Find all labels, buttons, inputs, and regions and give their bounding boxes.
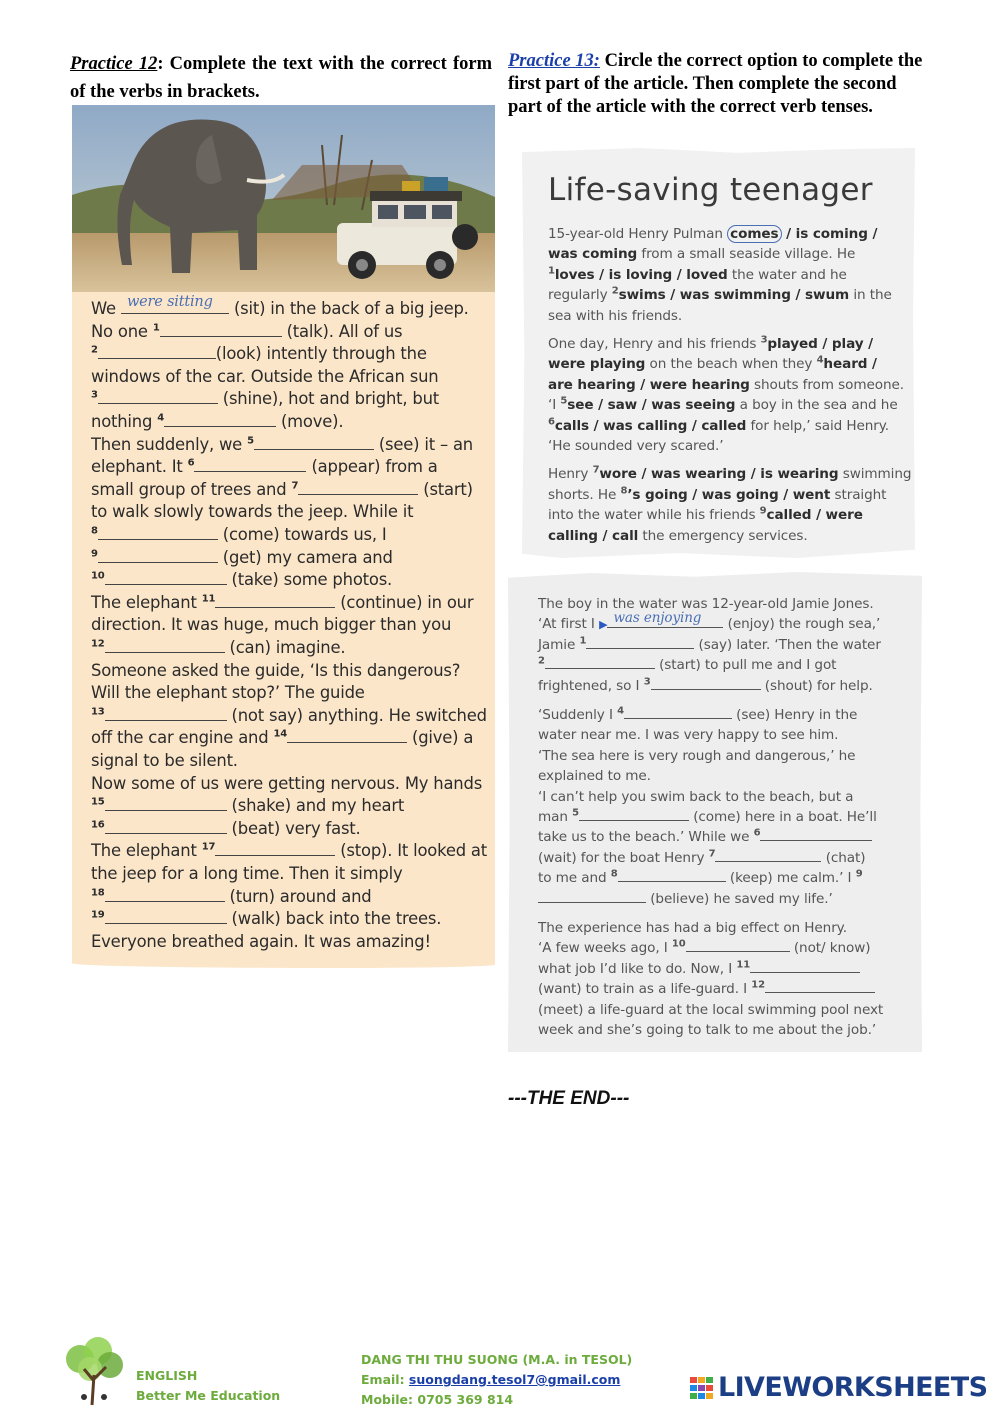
p12-line (91, 614, 491, 637)
article-line (538, 1000, 883, 1020)
answer-blank[interactable] (651, 677, 761, 690)
p12-text: (turn) around and (224, 886, 372, 906)
p12-text: The elephant (91, 841, 202, 861)
article-text: man (538, 809, 573, 825)
p12-text: (give) a (406, 728, 474, 748)
article-text: (want) to train as a life-guard. I (538, 981, 752, 998)
answer-blank[interactable] (105, 638, 225, 653)
answer-blank[interactable] (98, 389, 218, 404)
article-line (538, 676, 873, 696)
p12-text: (sit) in the back of a big jeep. (228, 299, 469, 318)
article-text: 15-year-old Henry Pulman (548, 226, 728, 242)
p12-item-number: 16 (91, 819, 105, 831)
footer-author: DANG THI THU SUONG (M.A. in TESOL) (361, 1352, 633, 1367)
article-text: frightened, so I (538, 677, 644, 694)
article-line (548, 375, 904, 395)
article-text: ‘I (548, 397, 561, 414)
p12-line (91, 592, 491, 615)
article-line (538, 807, 877, 827)
article-line (548, 395, 898, 415)
p12-text: signal to be silent. (91, 751, 238, 770)
item-number: 5 (560, 395, 568, 407)
p12-text: elephant. It (91, 457, 188, 477)
p12-item-number: 15 (91, 796, 105, 808)
answer-blank[interactable] (618, 869, 726, 882)
item-number: 8 (610, 868, 618, 880)
p12-text: (walk) back into the trees. (226, 909, 442, 929)
p12-item-number: 12 (91, 638, 105, 650)
article-line (548, 416, 889, 436)
p12-text: (shake) and my heart (226, 796, 405, 816)
p12-item-number: 7 (291, 480, 299, 492)
p12-text: Everyone breathed again. It was amazing! (91, 931, 431, 951)
elephant-jeep-photo (72, 105, 495, 293)
item-number: 6 (548, 416, 555, 428)
p12-text: The elephant (91, 592, 202, 612)
p12-item-number: 4 (157, 412, 164, 424)
article-line (548, 265, 847, 285)
article-text: a boy in the sea and he (735, 397, 898, 414)
article-text: into the water while his friends (548, 507, 760, 524)
article-line (548, 505, 863, 525)
article-line (548, 436, 723, 456)
p12-text: off the car engine and (91, 728, 274, 748)
article-line (538, 594, 874, 614)
article-text: (chat) (821, 849, 866, 866)
answer-blank[interactable] (105, 819, 227, 834)
article-text: One day, Henry and his friends (548, 336, 761, 352)
article-text: week and she’s going to talk to me about the job.’ (538, 1022, 877, 1038)
practice-12-heading (70, 50, 492, 106)
liveworksheets-wordmark: LIVEWORKSHEETS (718, 1372, 988, 1403)
item-number: 2 (538, 655, 545, 667)
p12-line (91, 840, 491, 863)
option-text[interactable]: are hearing / were hearing (548, 376, 750, 393)
article-text: (not/ know) (789, 940, 871, 957)
item-number: 4 (617, 705, 624, 717)
p12-line (91, 908, 491, 931)
p12-text: (talk). All of us (281, 321, 403, 341)
item-number: 12 (751, 979, 765, 991)
answer-blank[interactable] (215, 841, 335, 856)
article-line (548, 285, 892, 305)
p12-line (91, 660, 491, 683)
p12-line (91, 727, 491, 750)
article-text: from a small seaside village. He (637, 246, 856, 263)
p12-text: direction. It was huge, much bigger than you (91, 615, 452, 635)
p12-line (91, 569, 491, 592)
article-text: regularly (548, 287, 612, 304)
answer-blank[interactable] (215, 593, 335, 608)
p12-text: (not say) anything. He switched (226, 705, 487, 725)
the-end-text: ---THE END--- (508, 1088, 630, 1109)
item-number: 11 (736, 959, 751, 971)
article-line (538, 938, 870, 958)
article-line (538, 787, 853, 807)
p12-text: (move). (275, 412, 344, 431)
article-text: explained to me. (538, 768, 651, 785)
article-line (538, 979, 875, 999)
article-line (548, 244, 855, 264)
answer-blank[interactable] (538, 890, 646, 903)
p12-item-number: 5 (247, 435, 254, 447)
article-title: Life-saving teenager (548, 172, 873, 208)
item-number: 5 (572, 807, 579, 819)
answer-blank[interactable] (760, 828, 872, 841)
p12-item-number: 3 (91, 389, 98, 401)
answer-blank[interactable] (98, 525, 218, 540)
practice-13-instruction: Circle the correct option to complete the first part of the article. Then complete the second part of the article with the correct verb tenses. (508, 51, 923, 117)
p12-item-number: 11 (201, 593, 216, 605)
option-text[interactable]: calling / call (548, 527, 639, 544)
article-line (538, 725, 838, 745)
answer-blank[interactable] (121, 294, 229, 314)
article-line (538, 918, 847, 938)
answer-blank[interactable] (98, 548, 218, 563)
option-text[interactable]: loves / is loving / loved (554, 266, 728, 283)
article-text: shouts from someone. (749, 376, 904, 393)
article-text: shorts. He (548, 486, 621, 503)
answer-blank[interactable] (287, 728, 407, 743)
article-text: (believe) he saved my life.’ (646, 890, 833, 907)
article-line (548, 354, 877, 374)
footer-english: ENGLISH (136, 1368, 198, 1383)
option-text[interactable]: called / were (766, 507, 863, 524)
p12-item-number: 17 (201, 841, 216, 853)
p12-line (91, 795, 491, 818)
article-text: ‘Suddenly I (538, 707, 618, 723)
p12-text: No one (91, 321, 153, 341)
item-number: 1 (579, 635, 587, 647)
answer-blank[interactable] (586, 636, 694, 649)
article-text: sea with his friends. (548, 307, 683, 324)
answer-blank[interactable] (98, 344, 216, 359)
p12-text: (get) my camera and (217, 547, 393, 567)
article-text: take us to the beach.’ While we (538, 829, 754, 846)
article-text: on the beach when they (645, 356, 817, 373)
item-number: 7 (708, 848, 716, 860)
article-text: The experience has had a big effect on Henry. (538, 920, 847, 936)
footer-mobile: Mobile: 0705 369 814 (361, 1392, 514, 1407)
item-number: 1 (548, 265, 555, 277)
option-text[interactable]: were playing (548, 356, 646, 373)
article-text: what job I’d like to do. Now, I (538, 960, 737, 977)
article-text: for help,’ said Henry. (746, 417, 889, 434)
p12-item-number: 19 (91, 909, 105, 921)
answer-blank[interactable] (105, 706, 227, 721)
option-text[interactable]: was coming (548, 246, 638, 263)
article-line (548, 306, 682, 326)
p12-line (91, 343, 491, 366)
p12-item-number: 18 (91, 887, 105, 899)
answer-blank[interactable] (164, 412, 276, 427)
item-number: 3 (643, 676, 651, 688)
p12-text: (beat) very fast. (226, 818, 361, 838)
article-text: ‘I can’t help you swim back to the beach, but a (538, 788, 854, 805)
article-line (538, 1020, 876, 1040)
p12-text: windows of the car. Outside the African sun (91, 366, 439, 386)
option-text[interactable]: see / saw / was seeing (567, 397, 736, 414)
p12-line (91, 434, 491, 457)
answer-blank[interactable] (105, 796, 227, 811)
liveworksheets-logo (690, 1372, 987, 1403)
practice-13-label: Practice 13: (508, 51, 600, 71)
p12-line (91, 773, 491, 796)
item-number: 10 (671, 938, 686, 950)
practice-12-label: Practice 12 (70, 54, 158, 74)
answer-blank[interactable] (607, 609, 723, 628)
article-text: (start) to pull me and I got (654, 657, 837, 674)
p12-line (91, 321, 491, 344)
answer-blank[interactable] (105, 887, 225, 902)
article-line (548, 224, 877, 244)
item-number: 4 (816, 354, 824, 366)
article-text: (keep) me calm.’ I (725, 870, 856, 887)
article-text: (enjoy) the rough sea,’ (723, 616, 881, 633)
p12-item-number: 10 (91, 570, 105, 582)
option-text[interactable]: played / play / (767, 336, 874, 352)
answer-blank[interactable] (750, 960, 860, 973)
p12-text: Someone asked the guide, ‘Is this dangerous? (91, 660, 461, 680)
p12-text: (appear) from a (306, 457, 438, 477)
footer-email-link[interactable]: suongdang.tesol7@gmail.com (408, 1372, 621, 1387)
article-text: to me and (538, 870, 611, 887)
article-line (548, 464, 911, 484)
article-line (548, 526, 808, 546)
p12-line (91, 547, 491, 570)
p12-text: to walk slowly towards the jeep. While it (91, 502, 414, 522)
p12-text: (look) intently through the (215, 344, 427, 364)
answer-blank[interactable] (715, 849, 821, 862)
article-text: the water and he (727, 266, 847, 283)
p12-line (91, 931, 491, 954)
article-text: ‘The sea here is very rough and dangerous,’ he (538, 747, 856, 764)
article-line (538, 746, 855, 766)
p12-item-number: 2 (91, 344, 98, 356)
article-line (538, 635, 881, 655)
tree-logo-icon (58, 1335, 130, 1407)
article-line (538, 766, 651, 786)
article-line (538, 889, 833, 909)
p12-item-number: 6 (187, 457, 195, 469)
item-number: 6 (753, 827, 761, 839)
article-line (538, 848, 865, 868)
option-text[interactable]: swims / was swimming / swum (618, 287, 850, 304)
answer-blank[interactable] (765, 980, 875, 993)
answer-blank[interactable] (579, 808, 689, 821)
answer-blank[interactable] (105, 570, 227, 585)
p12-item-number: 14 (273, 728, 287, 740)
p12-text: the jeep for a long time. Then it simply (91, 864, 403, 883)
article-text: water near me. I was very happy to see him. (538, 727, 839, 744)
p12-line (91, 524, 491, 547)
article-text: the emergency services. (638, 527, 808, 544)
article-text: The boy in the water was 12-year-old Jamie Jones. (538, 596, 874, 612)
article-text: (shout) for help. (760, 677, 873, 694)
footer-email-label: Email: (361, 1372, 409, 1387)
p12-line (91, 705, 491, 728)
article-text: (say) later. ‘Then the water (694, 636, 881, 653)
article-line (538, 959, 860, 979)
liveworksheets-grid-icon (690, 1377, 714, 1399)
p12-line (91, 479, 491, 502)
answer-blank[interactable] (160, 322, 282, 337)
p12-text: (shine), hot and bright, but (217, 389, 439, 409)
p12-text: (come) towards us, I (217, 525, 387, 544)
article-text: Jamie (538, 636, 580, 653)
p12-line (91, 456, 491, 479)
article-line (538, 827, 872, 847)
article-text: straight (830, 486, 887, 503)
p12-item-number: 1 (152, 322, 160, 334)
p12-text: (continue) in our (335, 592, 474, 612)
option-text[interactable]: heard / (823, 356, 877, 373)
article-text: in the (849, 287, 892, 304)
option-text[interactable]: wore / was wearing / is wearing (599, 466, 839, 483)
handwritten-answer: were sitting (126, 294, 213, 311)
answer-blank[interactable] (254, 435, 374, 450)
p12-line (91, 411, 491, 434)
answer-blank[interactable] (194, 457, 306, 472)
footer-better-me-education: Better Me Education (136, 1388, 281, 1403)
article-line (538, 655, 836, 675)
p12-text: (can) imagine. (224, 638, 346, 657)
item-number: 3 (760, 334, 768, 346)
p12-line (91, 750, 491, 773)
footer-contact (361, 1350, 632, 1410)
article-line (538, 609, 881, 635)
p12-text: (take) some photos. (226, 570, 393, 590)
p12-text: (stop). It looked at (335, 841, 487, 861)
item-number: 8 (620, 485, 628, 497)
item-number: 7 (592, 464, 600, 476)
p12-text: Then suddenly, we (91, 434, 248, 454)
item-number: 9 (855, 868, 863, 880)
item-number: 9 (759, 505, 767, 517)
p12-text: We (91, 299, 121, 318)
p12-line (91, 863, 491, 886)
answer-blank[interactable] (545, 656, 655, 669)
p12-line (91, 388, 491, 411)
p12-line (91, 366, 491, 389)
article-line (538, 705, 857, 725)
p12-text: Now some of us were getting nervous. My hands (91, 773, 483, 793)
footer-email-line (361, 1370, 632, 1390)
article-text: (come) here in a boat. He’ll (688, 809, 877, 825)
article-text: swimming (838, 466, 912, 483)
p12-line (91, 294, 491, 321)
answer-blank[interactable] (298, 480, 418, 495)
article-text: ‘At first I (538, 616, 600, 633)
article-text: Henry (548, 466, 593, 483)
p12-text: Will the elephant stop?’ The guide (91, 683, 365, 703)
answer-blank[interactable] (686, 939, 790, 952)
handwritten-answer: was enjoying (613, 609, 702, 626)
p12-line (91, 501, 491, 524)
circled-option[interactable]: comes (727, 225, 781, 243)
article-text: (meet) a life-guard at the local swimming pool next (538, 1001, 884, 1018)
p12-line (91, 637, 491, 660)
practice-13-heading (508, 50, 928, 119)
article-text: (wait) for the boat Henry (538, 849, 709, 866)
answer-blank[interactable] (105, 909, 227, 924)
p12-line (91, 818, 491, 841)
answer-blank[interactable] (624, 706, 732, 719)
p12-item-number: 8 (91, 525, 98, 537)
article-line (548, 334, 873, 354)
item-number: 2 (611, 285, 619, 297)
p12-line (91, 886, 491, 909)
footer-left (136, 1366, 280, 1406)
p12-line (91, 682, 491, 705)
article-line (538, 868, 863, 888)
play-icon[interactable]: ▶ (599, 618, 608, 632)
option-text[interactable]: / is coming / (781, 226, 878, 242)
article-line (548, 485, 886, 505)
article-text: ‘A few weeks ago, I (538, 940, 672, 957)
practice-12-instruction: : Complete the text with the correct form of the verbs in brackets. (70, 54, 492, 102)
option-text[interactable]: calls / was calling / called (554, 417, 747, 434)
p12-item-number: 13 (91, 706, 105, 718)
p12-text: (start) (418, 479, 473, 499)
article-text: ‘He sounded very scared.’ (548, 438, 724, 454)
p12-text: small group of trees and (91, 479, 292, 499)
p12-item-number: 9 (91, 548, 98, 560)
option-text[interactable]: ’s going / was going / went (627, 486, 831, 503)
p12-text: (see) it – an (373, 434, 473, 454)
article-text: (see) Henry in the (731, 707, 858, 723)
p12-text: nothing (91, 412, 158, 431)
